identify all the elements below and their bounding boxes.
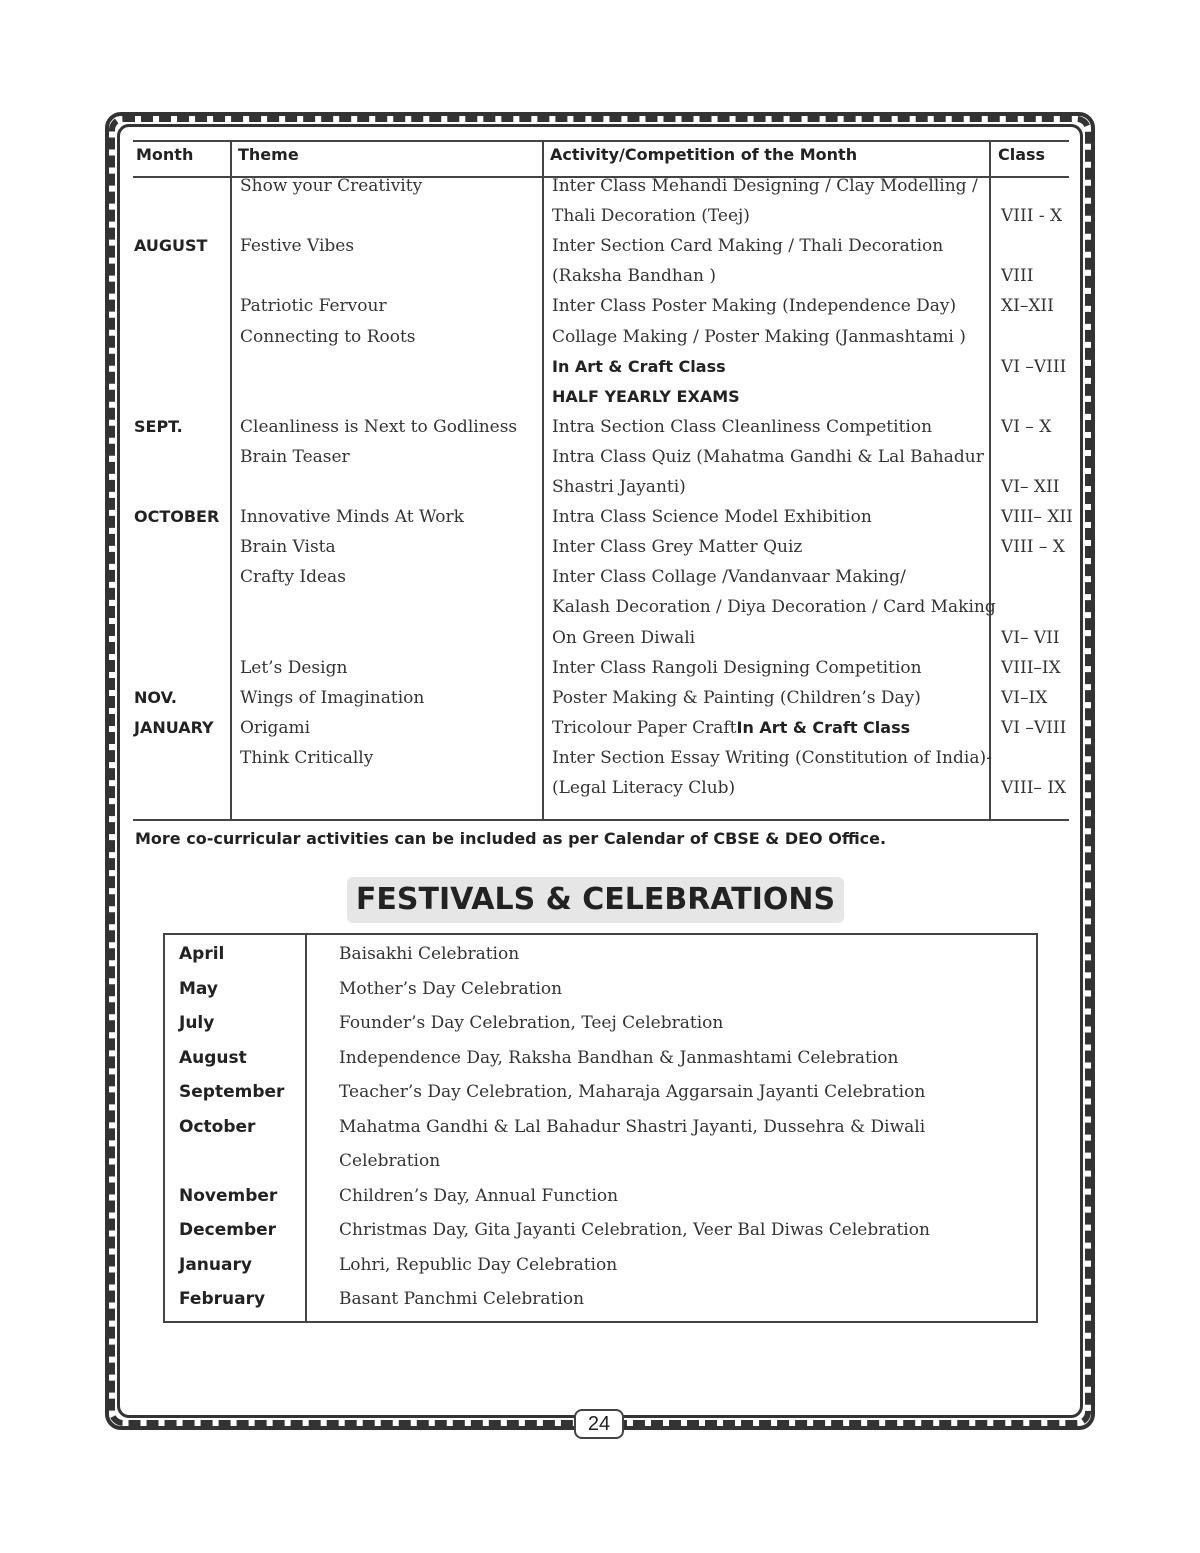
header-theme: Theme bbox=[238, 145, 299, 164]
festival-month: December bbox=[179, 1220, 277, 1240]
table-cell-class: XI–XII bbox=[1001, 296, 1054, 316]
header-activity: Activity/Competition of the Month bbox=[550, 145, 858, 164]
festival-month: July bbox=[179, 1013, 215, 1033]
table-cell-class: VI–IX bbox=[1001, 688, 1048, 708]
festival-month: August bbox=[179, 1048, 247, 1068]
table-cell-month: SEPT. bbox=[134, 417, 183, 436]
festival-month: February bbox=[179, 1289, 266, 1309]
table-cell-month: OCTOBER bbox=[134, 507, 220, 526]
festival-month: October bbox=[179, 1117, 256, 1137]
table-cell-class: VI – X bbox=[1001, 417, 1052, 437]
festival-event: Celebration bbox=[339, 1151, 441, 1171]
activities-note: More co-curricular activities can be included as per Calendar of CBSE & DEO Office. bbox=[135, 829, 887, 848]
table-cell-activity: (Legal Literacy Club) bbox=[552, 778, 736, 798]
table-cell-activity: Intra Section Class Cleanliness Competition bbox=[552, 417, 933, 437]
table-cell-class: VI –VIII bbox=[1001, 718, 1067, 738]
table-cell-activity: Inter Section Card Making / Thali Decoration bbox=[552, 236, 944, 256]
table-cell-theme: Let’s Design bbox=[240, 658, 348, 678]
festival-month: May bbox=[179, 979, 218, 999]
table-cell-activity: In Art & Craft Class bbox=[552, 357, 726, 376]
table-cell-theme: Crafty Ideas bbox=[240, 567, 346, 587]
table-cell-theme: Show your Creativity bbox=[240, 176, 423, 196]
festival-month: November bbox=[179, 1186, 278, 1206]
festival-event: Children’s Day, Annual Function bbox=[339, 1186, 619, 1206]
table-cell-theme: Origami bbox=[240, 718, 311, 738]
table-cell-class: VIII - X bbox=[1001, 206, 1063, 226]
festival-event: Teacher’s Day Celebration, Maharaja Aggarsain Jayanti Celebration bbox=[339, 1082, 926, 1102]
festival-event: Baisakhi Celebration bbox=[339, 944, 520, 964]
table-cell-activity: Inter Class Grey Matter Quiz bbox=[552, 537, 803, 557]
table-cell-month: NOV. bbox=[134, 688, 177, 707]
table-cell-theme: Think Critically bbox=[240, 748, 374, 768]
column-divider bbox=[542, 140, 544, 821]
header-class: Class bbox=[998, 145, 1046, 164]
festival-event: Lohri, Republic Day Celebration bbox=[339, 1255, 618, 1275]
table-cell-activity: Poster Making & Painting (Children’s Day) bbox=[552, 688, 921, 708]
table-cell-class: VI –VIII bbox=[1001, 357, 1067, 377]
table-cell-activity: Collage Making / Poster Making (Janmashtami ) bbox=[552, 327, 966, 347]
table-cell-class: VI– XII bbox=[1001, 477, 1060, 497]
festival-event: Christmas Day, Gita Jayanti Celebration, Veer Bal Diwas Celebration bbox=[339, 1220, 930, 1240]
table-cell-activity: Inter Section Essay Writing (Constitution of India)- bbox=[552, 748, 992, 768]
table-cell-activity: Tricolour Paper Craft bbox=[552, 718, 737, 738]
activity-table-bottom-rule bbox=[133, 819, 1069, 821]
table-cell-activity: HALF YEARLY EXAMS bbox=[552, 387, 740, 406]
table-cell-theme: Festive Vibes bbox=[240, 236, 355, 256]
festival-event: Independence Day, Raksha Bandhan & Janmashtami Celebration bbox=[339, 1048, 899, 1068]
table-cell-theme: Patriotic Fervour bbox=[240, 296, 387, 316]
table-cell-activity: Inter Class Mehandi Designing / Clay Modelling / bbox=[552, 176, 978, 196]
table-cell-activity: Kalash Decoration / Diya Decoration / Card Making bbox=[552, 597, 996, 617]
festival-month: April bbox=[179, 944, 225, 964]
table-cell-month: JANUARY bbox=[134, 718, 214, 737]
table-cell-class: VIII bbox=[1001, 266, 1034, 286]
table-cell-class: VIII– XII bbox=[1001, 507, 1073, 527]
festival-month: September bbox=[179, 1082, 285, 1102]
page-number: 24 bbox=[574, 1409, 624, 1439]
table-cell-activity: Thali Decoration (Teej) bbox=[552, 206, 750, 226]
table-cell-theme: Brain Teaser bbox=[240, 447, 350, 467]
table-cell-theme: Cleanliness is Next to Godliness bbox=[240, 417, 518, 437]
table-cell-activity: Intra Class Science Model Exhibition bbox=[552, 507, 872, 527]
table-cell-class: VI– VII bbox=[1001, 628, 1060, 648]
festival-event: Mahatma Gandhi & Lal Bahadur Shastri Jayanti, Dussehra & Diwali bbox=[339, 1117, 926, 1137]
header-month: Month bbox=[136, 145, 194, 164]
table-cell-activity: Shastri Jayanti) bbox=[552, 477, 686, 497]
table-cell-activity: On Green Diwali bbox=[552, 628, 696, 648]
table-cell-theme: Wings of Imagination bbox=[240, 688, 425, 708]
column-divider bbox=[989, 140, 991, 821]
table-cell-month: AUGUST bbox=[134, 236, 208, 255]
festival-event: Basant Panchmi Celebration bbox=[339, 1289, 585, 1309]
festival-month: January bbox=[179, 1255, 252, 1275]
table-cell-class: VIII– IX bbox=[1001, 778, 1067, 798]
table-cell-activity: Inter Class Collage /Vandanvaar Making/ bbox=[552, 567, 906, 587]
festival-event: Founder’s Day Celebration, Teej Celebration bbox=[339, 1013, 724, 1033]
table-cell-activity: (Raksha Bandhan ) bbox=[552, 266, 716, 286]
table-cell-class: VIII – X bbox=[1001, 537, 1065, 557]
table-cell-activity: Inter Class Rangoli Designing Competition bbox=[552, 658, 922, 678]
table-cell-activity: Inter Class Poster Making (Independence Day) bbox=[552, 296, 957, 316]
festival-event: Mother’s Day Celebration bbox=[339, 979, 563, 999]
festivals-title: FESTIVALS & CELEBRATIONS bbox=[347, 877, 844, 923]
table-cell-theme: Connecting to Roots bbox=[240, 327, 416, 347]
table-cell-theme: Brain Vista bbox=[240, 537, 336, 557]
table-cell-activity-group bbox=[552, 718, 910, 738]
column-divider bbox=[305, 935, 307, 1321]
table-cell-theme: Innovative Minds At Work bbox=[240, 507, 464, 527]
table-cell-activity-bold: In Art & Craft Class bbox=[736, 718, 911, 737]
column-divider bbox=[230, 140, 232, 821]
festivals-table bbox=[163, 933, 1038, 1323]
table-cell-activity: Intra Class Quiz (Mahatma Gandhi & Lal Bahadur bbox=[552, 447, 984, 467]
table-cell-class: VIII–IX bbox=[1001, 658, 1061, 678]
